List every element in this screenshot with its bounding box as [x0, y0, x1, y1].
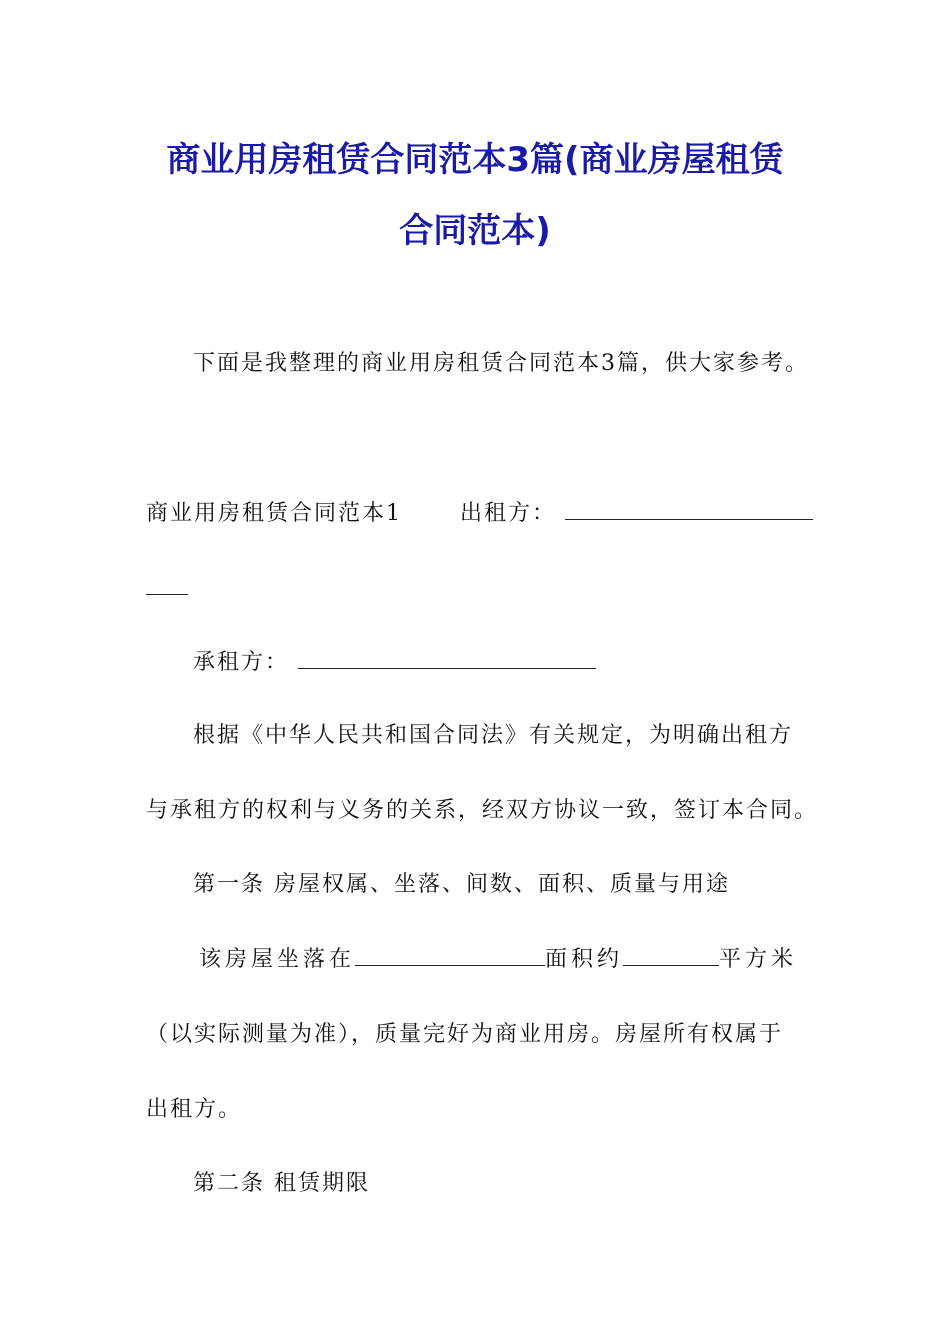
area-label: 面积约 — [545, 947, 624, 972]
lessee-label: 承租方： — [193, 650, 290, 675]
article-1-title: 第一条 房屋权属、坐落、间数、面积、质量与用途 — [193, 872, 730, 897]
article-1-line-1 — [199, 942, 797, 973]
contract-heading: 商业用房租赁合同范本1 — [146, 501, 402, 526]
lessor-blank — [565, 499, 813, 520]
intro-paragraph: 下面是我整理的商业用房租赁合同范本3篇，供大家参考。 — [193, 351, 809, 376]
location-blank — [355, 945, 545, 966]
area-unit: 平方米 — [719, 947, 798, 972]
basis-paragraph-line-1: 根据《中华人民共和国合同法》有关规定，为明确出租方 — [193, 723, 794, 748]
lessor-blank-continued — [146, 574, 188, 595]
contract-heading-line — [146, 496, 813, 527]
article-2-title: 第二条 租赁期限 — [193, 1171, 370, 1196]
document-title-line-1: 商业用房租赁合同范本3篇(商业房屋租赁 — [166, 140, 784, 180]
area-blank — [623, 945, 719, 966]
article-1-line-2: （以实际测量为准），质量完好为商业用房。房屋所有权属于 — [146, 1022, 784, 1047]
article-1-line-3: 出租方。 — [146, 1097, 243, 1122]
lessee-blank — [298, 648, 596, 669]
document-title-line-2: 合同范本) — [399, 211, 551, 251]
location-label: 该房屋坐落在 — [199, 947, 356, 972]
lessee-line — [193, 645, 596, 676]
lessor-label: 出租方： — [460, 501, 557, 526]
basis-paragraph-line-2: 与承租方的权利与义务的关系，经双方协议一致，签订本合同。 — [146, 798, 819, 823]
